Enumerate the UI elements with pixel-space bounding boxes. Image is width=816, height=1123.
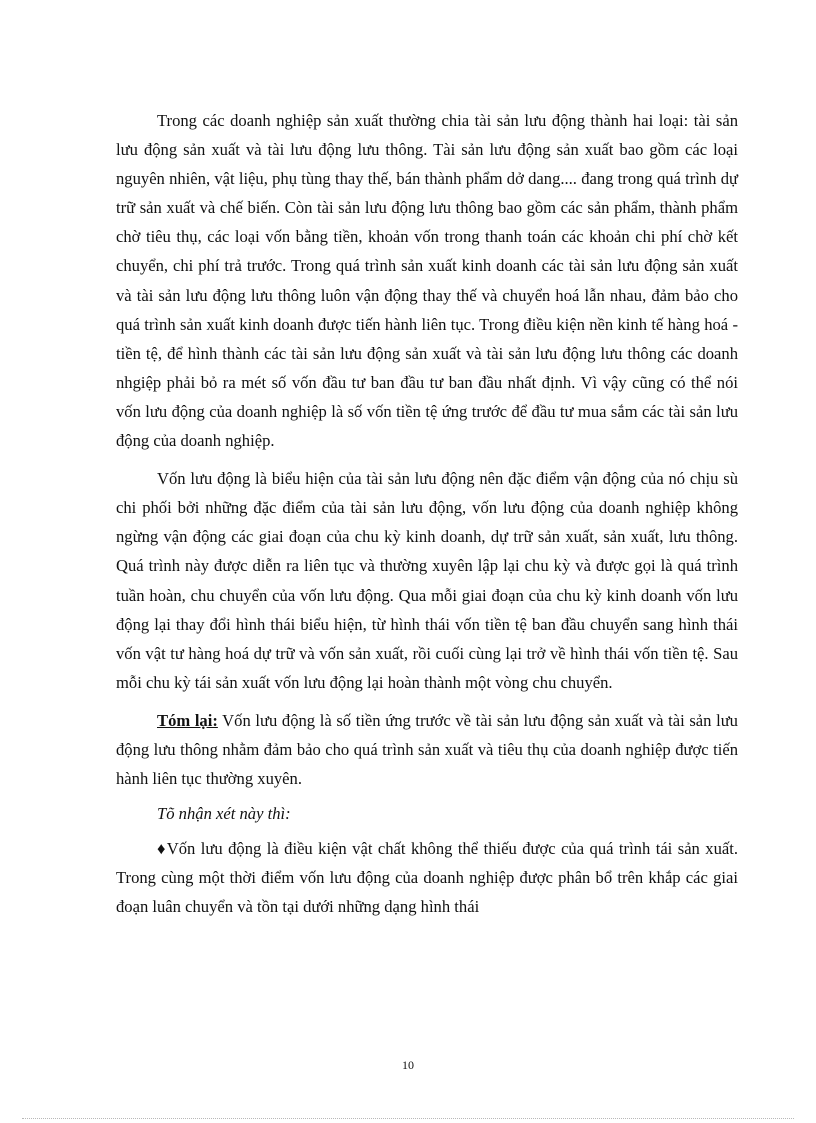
summary-lead: Tóm lại: bbox=[157, 710, 218, 730]
paragraph-summary bbox=[116, 706, 738, 793]
paragraph-bullet bbox=[116, 834, 738, 921]
page-bottom-divider bbox=[22, 1118, 794, 1119]
document-body bbox=[116, 106, 738, 931]
page-number: 10 bbox=[402, 1058, 414, 1072]
paragraph-working-capital: Vốn lưu động là biểu hiện của tài sản lưu động nên đặc điểm vận động của nó chịu sù chi phối bởi những đặc điểm của tài sản lưu động, vốn lưu động của doanh nghiệp không ngừng vận động các giai đoạn của chu kỳ kinh doanh, dự trữ sản xuất, sản xuất, lưu thông. Quá trình này được diễn ra liên tục và thường xuyên lập lại chu kỳ và được gọi là quá trình tuần hoàn, chu chuyển của vốn lưu động. Qua mỗi giai đoạn của chu kỳ kinh doanh vốn lưu động lại thay đổi hình thái biểu hiện, từ hình thái vốn tiền tệ ban đầu chuyển sang hình thái vốn vật tư hàng hoá dự trữ và vốn sản xuất, rồi cuối cùng lại trở về hình thái vốn tiền tệ. Sau mỗi chu kỳ tái sản xuất vốn lưu động lại hoàn thành một vòng chu chuyển. bbox=[116, 469, 738, 692]
remark-intro: Tõ nhận xét này thì: bbox=[157, 804, 291, 824]
paragraph-current-assets: Trong các doanh nghiệp sản xuất thường chia tài sản lưu động thành hai loại: tài sản lưu động sản xuất và tài lưu động lưu thông. Tài sản lưu động sản xuất bao gồm các loại nguyên nhiên, vật liệu, phụ tùng thay thế, bán thành phẩm dở dang.... đang trong quá trình dự trữ sản xuất và chế biến. Còn tài sản lưu động lưu thông bao gồm các sản phẩm, thành phẩm chờ tiêu thụ, các loại vốn bằng tiền, khoản vốn trong thanh toán các khoản chi phí chờ kết chuyển, chi phí trả trước. Trong quá trình sản xuất kinh doanh các tài sản lưu động sản xuất và tài sản lưu động lưu thông luôn vận động thay thế và chuyển hoá lẫn nhau, đảm bảo cho quá trình sản xuất kinh doanh được tiến hành liên tục. Trong điều kiện nền kinh tế hàng hoá - tiền tệ, để hình thành các tài sản lưu động sản xuất và tài sản lưu động lưu thông các doanh nhgiệp phải bỏ ra mét số vốn đầu tư ban đầu tư ban đầu nhất định. Vì vậy cũng có thể nói vốn lưu động của doanh nghiệp là số vốn tiền tệ ứng trước để đầu tư mua sắm các tài sản lưu động của doanh nghiệp. bbox=[116, 111, 738, 451]
summary-text: Vốn lưu động là số tiền ứng trước về tài sản lưu động sản xuất và tài sản lưu động lưu thông nhằm đảm bảo cho quá trình sản xuất và tiêu thụ của doanh nghiệp được tiến hành liên tục thường xuyên. bbox=[116, 710, 738, 789]
bullet-text: Vốn lưu động là điều kiện vật chất không thể thiếu được của quá trình tái sản xuất. Trong cùng một thời điểm vốn lưu động của doanh nghiệp được phân bổ trên khắp các giai đoạn luân chuyển và tồn tại dưới những dạng hình thái bbox=[116, 839, 739, 917]
diamond-bullet-icon: ♦ bbox=[157, 839, 167, 859]
